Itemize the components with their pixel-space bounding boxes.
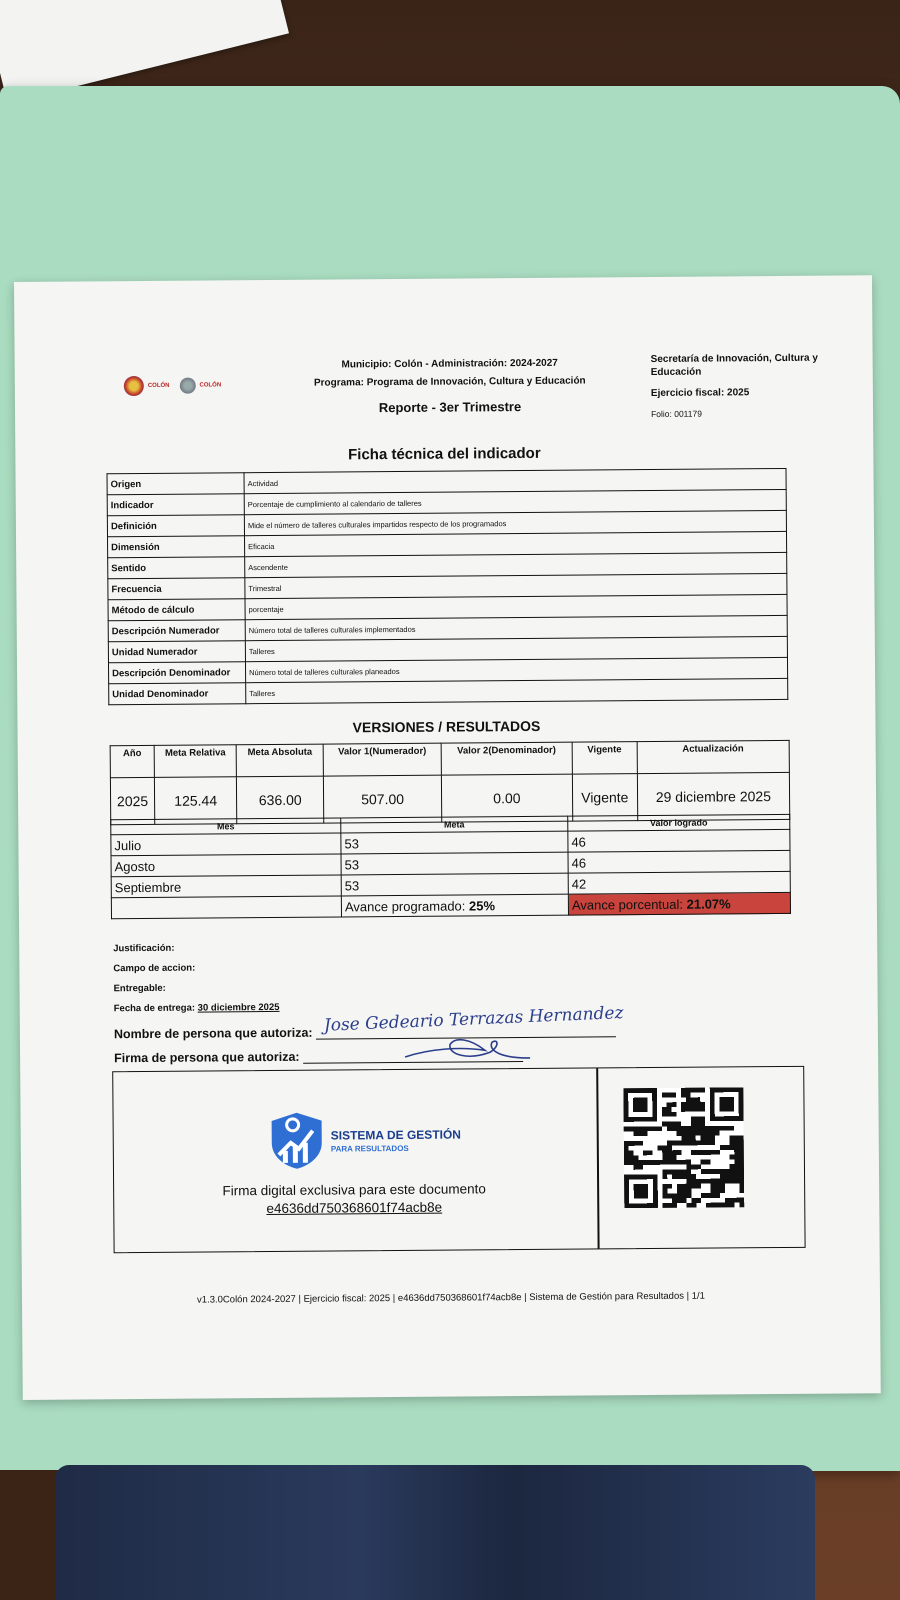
secretaria: Secretaría de Innovación, Cultura y Educación [650,352,818,379]
firma-label: Firma de persona que autoriza: [114,1049,300,1066]
col-header: Meta Absoluta [236,744,323,777]
value-cell: 636.00 [237,776,324,824]
sgr-logo [269,1110,462,1172]
ficha-label: Método de cálculo [108,599,245,621]
valor-cell: 46 [568,850,790,873]
ficha-label: Indicador [107,494,244,516]
avance-programado [341,894,568,917]
justificacion: Justificación: [113,942,175,955]
ficha-value: Mide el número de talleres culturales impartidos respecto de los programados [244,510,786,535]
signature-scribble [400,1028,540,1069]
ejercicio-fiscal: Ejercicio fiscal: 2025 [650,387,750,400]
municipio-line: Municipio: Colón - Administración: 2024-2027 [341,357,558,371]
meta-cell: 53 [341,873,568,896]
ficha-label: Sentido [108,557,245,579]
person-legs [55,1465,815,1600]
digital-signature-box [112,1066,805,1253]
table-row-summary [111,892,790,918]
ficha-label: Descripción Numerador [108,620,245,642]
mes-cell: Julio [111,833,341,856]
ficha-value: Talleres [246,678,788,703]
ficha-title: Ficha técnica del indicador [348,444,541,464]
header-center [285,357,615,423]
firma-digital [214,1181,494,1216]
col-header: Vigente [572,742,637,775]
ficha-value: Número total de talleres culturales implementados [245,615,787,640]
avance-porcentual-value: 21.07% [686,895,731,912]
firma-hash[interactable]: e4636dd750368601f74acb8e [266,1199,443,1217]
nombre-label: Nombre de persona que autoriza: [113,1025,313,1042]
ficha-table [107,468,789,705]
header-right [651,352,822,421]
avance-programado-label: Avance programado: [344,897,466,914]
handwritten-name: Jose Gedeario Terrazas Hernandez [323,1003,624,1036]
sgr-text [331,1127,461,1153]
col-header: Valor 2(Denominador) [441,742,572,775]
col-header: Mes [111,818,341,835]
meta-lines [113,942,279,1023]
ficha-value: Número total de talleres culturales planeados [245,657,787,682]
divider [596,1068,599,1248]
municipal-emblem-icon [124,376,144,396]
campo-accion: Campo de accion: [113,962,196,975]
colon-logo [124,376,170,396]
meses-table [110,814,791,919]
ficha-value: Ascendente [245,552,787,577]
report-title: Reporte - 3er Trimestre [378,399,522,416]
ficha-label: Descripción Denominador [108,662,245,684]
col-header: Actualización [637,740,790,773]
colon-logo-secondary [179,377,221,393]
avance-programado-value: 25% [468,897,496,913]
firma-text: Firma digital exclusiva para este documento [222,1181,486,1199]
col-header: Meta Relativa [154,745,236,778]
avance-porcentual-label: Avance porcentual: [571,896,684,913]
ficha-label: Definición [107,515,244,537]
coat-of-arms-icon [179,378,195,394]
entregable: Entregable: [113,982,166,995]
versiones-table [110,740,791,825]
value-cell: 507.00 [324,775,442,823]
logo-text: COLÓN [199,382,222,389]
ficha-value: Eficacia [244,531,786,556]
col-header: Año [110,745,154,777]
header-logos [124,375,221,396]
meta-cell: 53 [341,852,568,875]
shield-chart-icon [269,1111,325,1171]
qr-code-icon[interactable] [623,1087,744,1208]
avance-porcentual [568,892,790,915]
ficha-label: Unidad Denominador [109,683,246,705]
col-header: Valor logrado [568,814,790,831]
value-cell: 29 diciembre 2025 [637,772,790,820]
value-cell: 125.44 [154,777,237,825]
ficha-label: Unidad Numerador [108,641,245,663]
fecha-label: Fecha de entrega: [113,1002,196,1015]
footer: v1.3.0Colón 2024-2027 | Ejercicio fiscal: 2025 | e4636dd750368601f74acb8e | Sistema de Gestión para Resultados | 1/1 [196,1290,705,1306]
versiones-title: VERSIONES / RESULTADOS [352,717,541,736]
firma-autoriza [114,1047,616,1065]
fecha-entrega [114,1002,280,1014]
empty-cell [111,896,341,919]
mes-cell: Agosto [111,854,341,877]
ficha-label: Frecuencia [108,578,245,600]
programa-line: Programa: Programa de Innovación, Cultura y Educación [313,375,586,389]
brand-title: SISTEMA DE GESTIÓN [330,1127,462,1143]
valor-cell: 46 [568,829,790,852]
ficha-value: Actividad [244,468,786,493]
valor-cell: 42 [568,871,790,894]
value-cell: 2025 [110,777,154,824]
report-sheet [14,275,881,1400]
ficha-value: porcentaje [245,594,787,619]
meta-cell: 53 [341,831,568,854]
col-header: Valor 1(Numerador) [323,743,441,776]
ficha-value: Talleres [245,636,787,661]
ficha-value: Trimestral [245,573,787,598]
brand-subtitle: PARA RESULTADOS [330,1143,409,1154]
folio: Folio: 001179 [651,408,702,420]
table-row [109,678,788,704]
value-cell: 0.00 [441,774,572,822]
ficha-value: Porcentaje de cumplimiento al calendario de talleres [244,489,786,514]
ficha-label: Origen [107,473,244,495]
fecha-value: 30 diciembre 2025 [197,1001,280,1014]
mes-cell: Septiembre [111,875,341,898]
col-header: Meta [341,816,568,833]
ficha-label: Dimensión [108,536,245,558]
value-cell: Vigente [572,774,637,822]
logo-text: COLÓN [147,382,170,389]
